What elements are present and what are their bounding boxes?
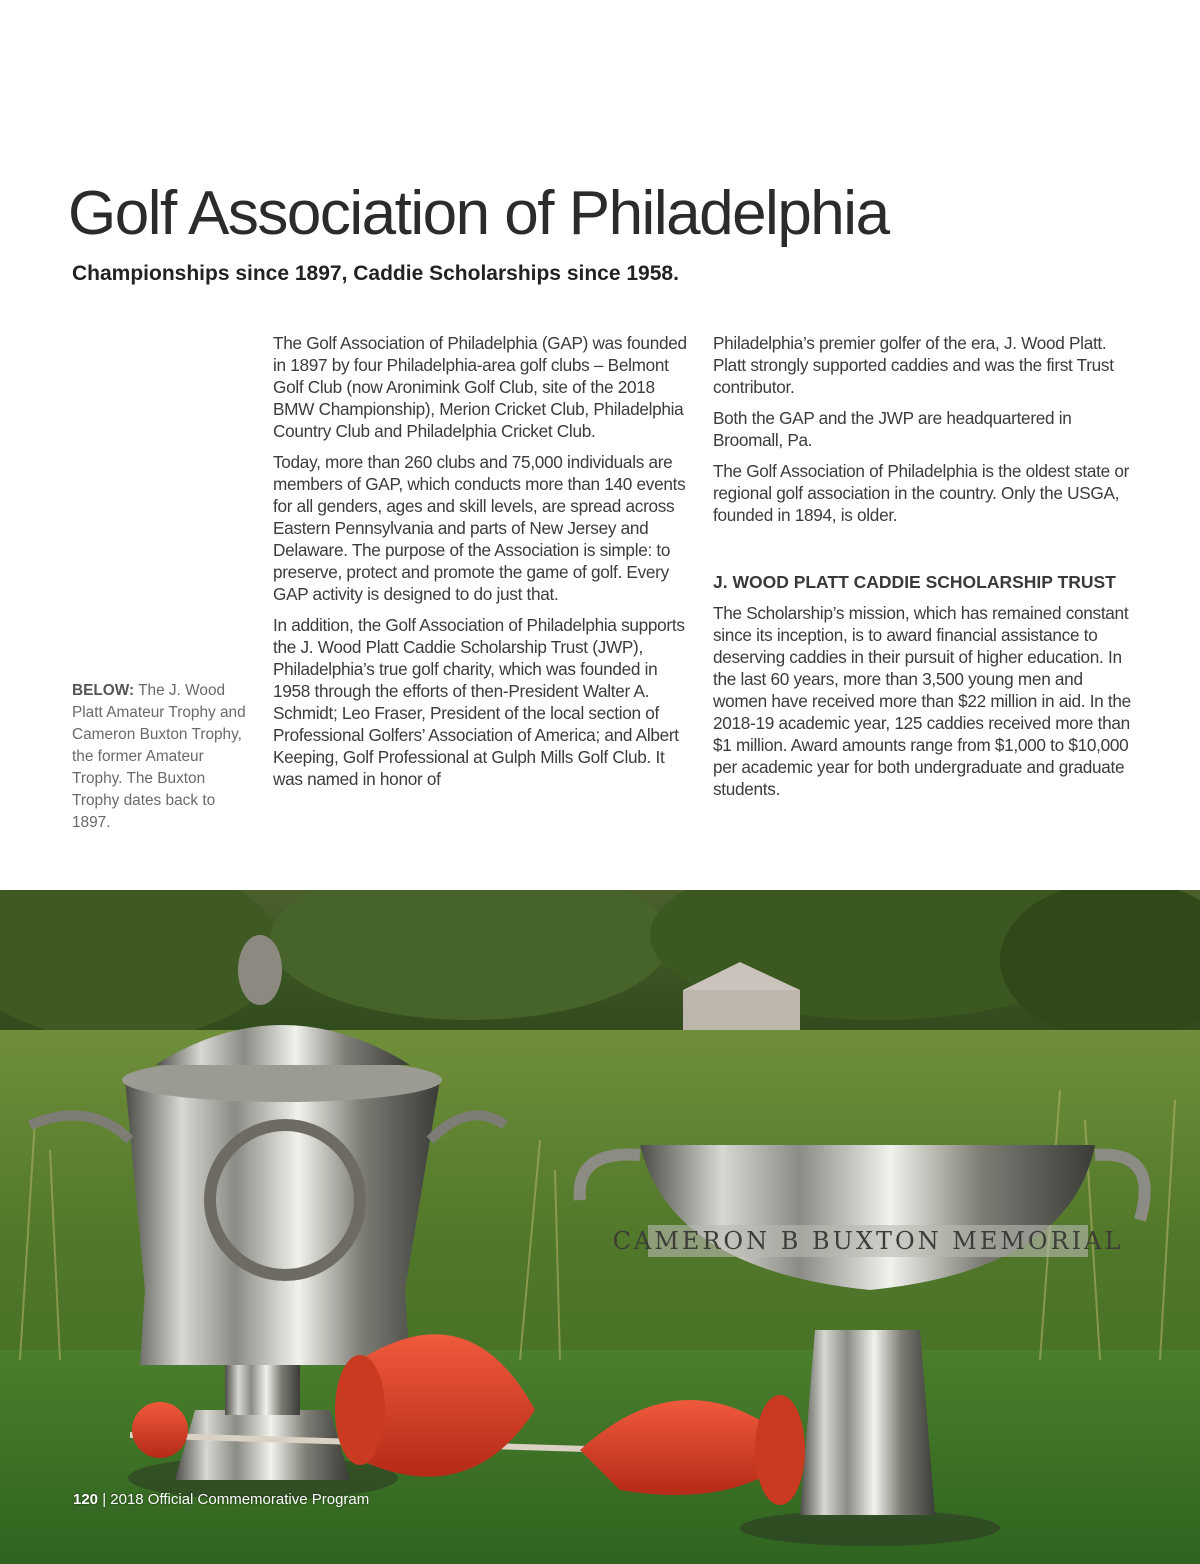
publication-name: 2018 Official Commemorative Program — [110, 1491, 370, 1508]
page-footer — [73, 1491, 369, 1508]
paragraph: The Scholarship’s mission, which has remained constant since its inception, is to award financial assistance to deserving caddies in their pursuit of higher education. In the last 60 years, more than 3,500 young men and women have received more than $22 million in aid. In the 2018-19 academic year, 125 caddies received more than $1 million. Award amounts range from $1,000 to $10,000 per academic year for both undergraduate and graduate students. — [713, 603, 1131, 799]
paragraph: Today, more than 260 clubs and 75,000 individuals are members of GAP, which conducts more than 140 events for all genders, ages and skill levels, are spread across Eastern Pennsylvania and parts of New Jersey and Delaware. The purpose of the Association is simple: to preserve, protect and promote the game of golf. Every GAP activity is designed to do just that. — [273, 452, 686, 604]
paragraph: The Golf Association of Philadelphia is the oldest state or regional golf association in the country. Only the USGA, founded in 1894, is older. — [713, 461, 1130, 525]
trophies-photo — [0, 890, 1200, 1564]
article-column-2 — [713, 332, 1133, 809]
page-title: Golf Association of Philadelphia — [68, 179, 889, 248]
caption-label: BELOW: — [72, 682, 135, 699]
paragraph: In addition, the Golf Association of Philadelphia supports the J. Wood Platt Caddie Scholarship Trust (JWP), Philadelphia’s true golf charity, which was founded in 1958 through the efforts of then-President Walter A. Schmidt; Leo Fraser, President of the local section of Professional Golfers’ Association of America; and Albert Keeping, Golf Professional at Gulph Mills Golf Club. It was named in honor of — [273, 615, 685, 789]
caption-text: The J. Wood Platt Amateur Trophy and Cameron Buxton Trophy, the former Amateur Trophy. The Buxton Trophy dates back to 1897. — [72, 682, 246, 831]
page-subtitle: Championships since 1897, Caddie Scholarships since 1958. — [72, 262, 679, 285]
photo-caption — [72, 680, 252, 834]
bowl-inscription: CAMERON B BUXTON MEMORIAL — [612, 1227, 1124, 1255]
article-column-1 — [273, 332, 691, 799]
paragraph: The Golf Association of Philadelphia (GAP) was founded in 1897 by four Philadelphia-area golf clubs – Belmont Golf Club (now Aronimink Golf Club, site of the 2018 BMW Championship), Merion Cricket Club, Philadelphia Country Club and Philadelphia Cricket Club. — [273, 333, 687, 441]
paragraph: Both the GAP and the JWP are headquartered in Broomall, Pa. — [713, 408, 1072, 450]
paragraph: Philadelphia’s premier golfer of the era, J. Wood Platt. Platt strongly supported caddies and was the first Trust contributor. — [713, 333, 1114, 397]
footer-separator: | — [98, 1491, 111, 1508]
page-number: 120 — [73, 1491, 99, 1508]
section-heading: J. WOOD PLATT CADDIE SCHOLARSHIP TRUST — [713, 572, 1116, 592]
